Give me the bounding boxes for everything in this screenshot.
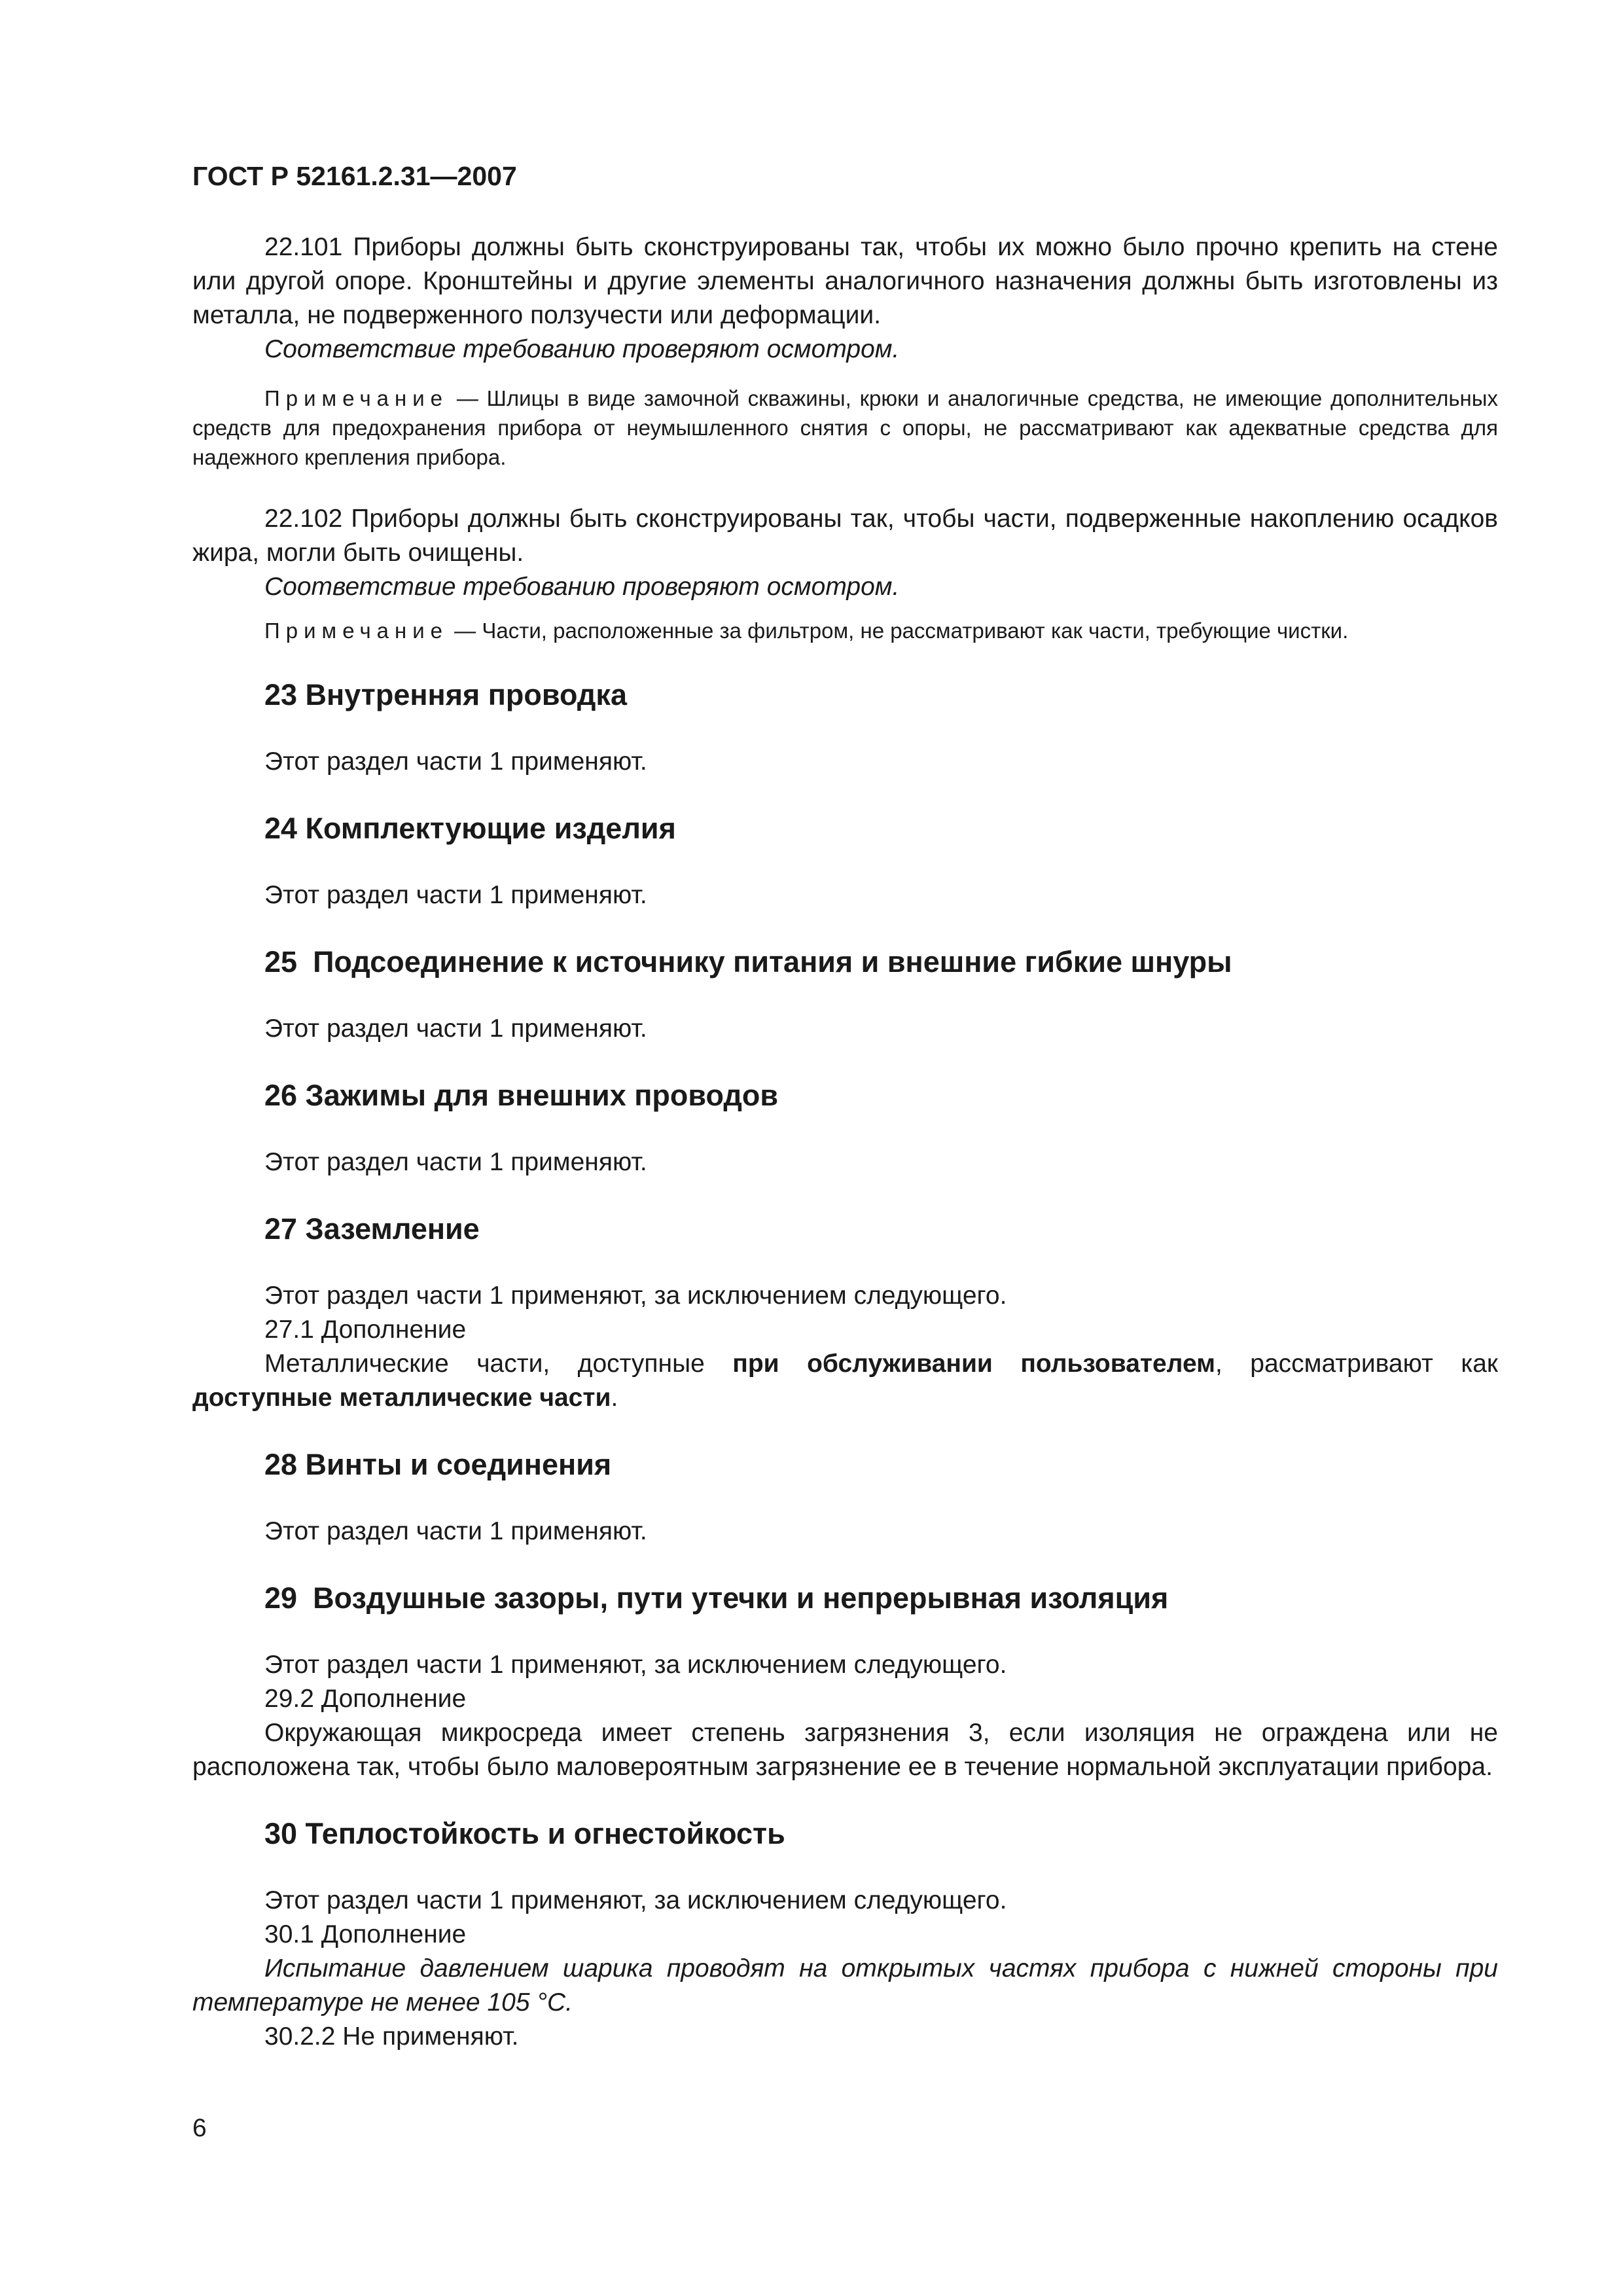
section-28-body: Этот раздел части 1 применяют. xyxy=(264,1517,647,1545)
note-text: — Части, расположенные за фильтром, не рассматривают как части, требующие чистки. xyxy=(448,619,1349,643)
clause-22-102: 22.102 Приборы должны быть сконструированы так, чтобы части, подверженные накоплению осадков жира, могли быть очищены. xyxy=(192,505,1498,567)
section-29-body: Этот раздел части 1 применяют, за исключением следующего. xyxy=(264,1651,1007,1679)
section-27-heading: 27 Заземление xyxy=(264,1212,480,1246)
section-30-subclause: 30.1 Дополнение xyxy=(264,1920,467,1948)
section-24-body: Этот раздел части 1 применяют. xyxy=(264,881,647,909)
section-29-text: Окружающая микросреда имеет степень загрязнения 3, если изоляция не ограждена или не расположена так, чтобы было маловероятным загрязнение ее в течение нормальной эксплуатации прибора. xyxy=(192,1719,1498,1781)
section-27-body: Этот раздел части 1 применяют, за исключением следующего. xyxy=(264,1282,1007,1310)
section-24-heading: 24 Комплектующие изделия xyxy=(264,812,676,845)
section-26-body: Этот раздел части 1 применяют. xyxy=(264,1148,647,1176)
standard-header: ГОСТ Р 52161.2.31—2007 xyxy=(192,161,517,191)
section-27-text: Металлические части, доступные при обслуживании пользователем, рассматривают как доступные металлические части. xyxy=(192,1350,1498,1412)
section-28-heading: 28 Винты и соединения xyxy=(264,1448,612,1481)
note-22-101 xyxy=(192,384,1498,472)
clause-22-101: 22.101 Приборы должны быть сконструированы так, чтобы их можно было прочно крепить на стене или другой опоре. Кронштейны и другие элементы аналогичного назначения должны быть изготовлены из металла, не подверженного ползучести или деформации. xyxy=(192,233,1498,329)
compliance-check-22-101: Соответствие требованию проверяют осмотром. xyxy=(264,335,900,363)
note-text: — Шлицы в виде замочной скважины, крюки и аналогичные средства, не имеющие дополнительных средств для предохранения прибора от неумышленного снятия с опоры, не рассматривают как адекватные средства для надежного крепления прибора. xyxy=(192,386,1498,469)
section-27-subclause: 27.1 Дополнение xyxy=(264,1316,467,1344)
compliance-check-22-102: Соответствие требованию проверяют осмотром. xyxy=(264,573,900,601)
section-26-heading: 26 Зажимы для внешних проводов xyxy=(264,1079,779,1112)
section-30-heading: 30 Теплостойкость и огнестойкость xyxy=(264,1817,785,1850)
note-22-102 xyxy=(192,616,1498,645)
document-body xyxy=(192,230,1498,2054)
section-30-body: Этот раздел части 1 применяют, за исключением следующего. xyxy=(264,1886,1007,1914)
note-label: Примечание xyxy=(264,386,449,410)
note-label: Примечание xyxy=(264,619,449,643)
section-23-heading: 23 Внутренняя проводка xyxy=(264,678,627,711)
section-25-heading: 25 Подсоединение к источнику питания и внешние гибкие шнуры xyxy=(264,945,1232,978)
section-25-body: Этот раздел части 1 применяют. xyxy=(264,1014,647,1043)
section-29-subclause: 29.2 Дополнение xyxy=(264,1685,467,1713)
page-number: 6 xyxy=(192,2114,207,2142)
section-29-heading: 29 Воздушные зазоры, пути утечки и непрерывная изоляция xyxy=(264,1581,1169,1615)
section-23-body: Этот раздел части 1 применяют. xyxy=(264,747,647,776)
section-30-subclause-2: 30.2.2 Не применяют. xyxy=(264,2022,519,2051)
section-30-text: Испытание давлением шарика проводят на открытых частях прибора с нижней стороны при температуре не менее 105 °С. xyxy=(192,1954,1498,2017)
